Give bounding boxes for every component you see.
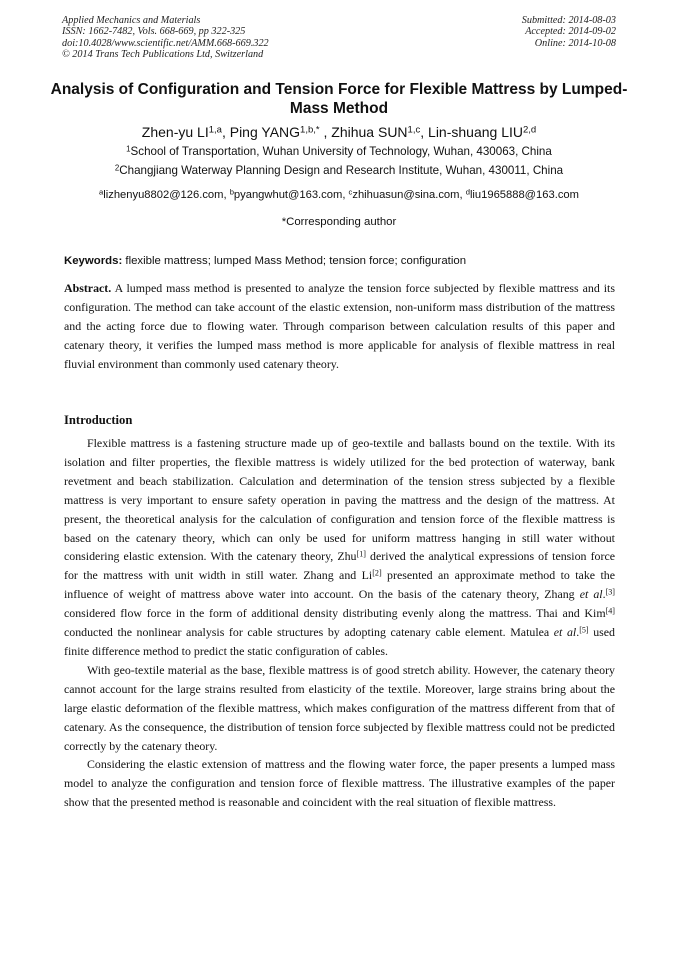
intro-paragraph-2: With geo-textile material as the base, flexible mattress is of good stretch ability. However, the catenary theory cannot account for the large strains resulted from elasticity of the textile. Moreover, large strains bring about the large elastic deformation of the flexible mattress, which makes configuration of the mattress different from that of catenary. As the consequence, the distribution of tension force subjected by flexible mattress could not be predicted correctly by the catenary theory.: [64, 662, 615, 753]
publication-info: [62, 15, 269, 61]
email-address[interactable]: pyangwhut@163.com: [233, 189, 343, 201]
affiliation-text: School of Transportation, Wuhan University of Technology, Wuhan, 430063, China: [130, 145, 552, 158]
introduction-body: [64, 434, 615, 812]
paragraph-text: .: [602, 587, 606, 602]
issn-line: ISSN: 1662-7482, Vols. 668-669, pp 322-325: [62, 26, 246, 38]
intro-paragraph-1: [64, 434, 615, 661]
affiliation-mark: 2: [114, 163, 120, 173]
accepted-date: Accepted: 2014-09-02: [525, 26, 616, 38]
submitted-date: Submitted: 2014-08-03: [521, 15, 616, 26]
paragraph-text: .: [576, 625, 580, 640]
keywords-text: flexible mattress; lumped Mass Method; tension force; configuration: [125, 255, 467, 267]
paragraph-text: Flexible mattress is a fastening structure made up of geo-textile and ballasts bound on the textile. With its isolation and filter properties, the flexible mattress is widely utilized for the bed protection of waterway, bank revetment and beach stabilization. Calculation and determination of the tension stress subjected by a flexible mattress is very important to ensure safety operation in paving the mattress and the design of the mattress. At present, the theoretical analysis for the calculation of configuration and tension force of the flexible mattress is based on the catenary theory, which can only be used for uniform mattress hanging in still water without considering elastic extension. With the catenary theory, Zhu: [64, 436, 615, 564]
email-address[interactable]: liu1965888@163.com: [469, 189, 579, 201]
email-address[interactable]: zhihuasun@sina.com: [352, 189, 460, 201]
section-heading-introduction: Introduction: [64, 413, 133, 427]
paper-title: Analysis of Configuration and Tension Force for Flexible Mattress by Lumped-Mass Method: [50, 81, 628, 117]
author-affiliation-mark: 1,c: [407, 124, 421, 136]
author-name: Lin-shuang LIU: [428, 124, 523, 140]
et-al: et al: [579, 587, 603, 602]
affiliation-mark: 1: [126, 144, 131, 154]
email-mark: d: [465, 187, 470, 197]
keywords: [64, 254, 616, 268]
journal-name: Applied Mechanics and Materials: [62, 15, 201, 26]
abstract-text: A lumped mass method is presented to analyze the tension force subjected by flexible mattress and its configuration. The method can take account of the elastic extension, non-uniform mass distribution of the mattress and the acting force due to flowing water. Through comparison between calculation results of this paper and catenary theory, it verifies the lumped mass method is more applicable for analysis of flexible mattress in real fluvial environment than commonly used catenary theory.: [64, 281, 615, 371]
author-name: Zhihua SUN: [331, 124, 408, 140]
author-affiliation-mark: 1,b,*: [300, 124, 320, 136]
citation-4[interactable]: [4]: [605, 606, 615, 616]
corresponding-author-note: *Corresponding author: [281, 216, 397, 228]
paragraph-text: conducted the nonlinear analysis for cable structures by adopting catenary cable element. Matulea: [64, 625, 554, 640]
author-name: Ping YANG: [229, 124, 301, 140]
abstract: [64, 279, 615, 374]
keywords-label: Keywords:: [64, 255, 123, 267]
paragraph-text: presented an approximate method to take the influence of weight of mattress above water into account. On the basis of the catenary theory, Zhang: [64, 568, 615, 602]
online-date: Online: 2014-10-08: [534, 37, 616, 49]
abstract-label: Abstract.: [64, 281, 112, 295]
affiliation-text: Changjiang Waterway Planning Design and Research Institute, Wuhan, 430011, China: [119, 164, 564, 177]
paragraph-text: derived the analytical expressions of tension force for the mattress with unit width in still water. Zhang and Li: [64, 549, 615, 583]
affiliation-1: [20, 145, 658, 159]
author-affiliation-mark: 2,d: [522, 124, 537, 136]
affiliation-2: [20, 164, 658, 178]
citation-5[interactable]: [5]: [579, 625, 589, 635]
email-address[interactable]: lizhenyu8802@126.com: [103, 189, 224, 201]
et-al: et al: [553, 625, 577, 640]
doi-line: doi:10.4028/www.scientific.net/AMM.668-669.322: [62, 37, 269, 49]
email-mark: a: [99, 187, 104, 197]
author-affiliation-mark: 1,a: [208, 124, 222, 136]
copyright-line: © 2014 Trans Tech Publications Ltd, Switzerland: [62, 49, 264, 61]
citation-3[interactable]: [3]: [605, 587, 615, 597]
paragraph-text: considered flow force in the form of additional density distributing evenly along the mattress. Thai and Kim: [64, 606, 606, 621]
paragraph-text: used finite difference method to predict the static configuration of cables.: [64, 625, 615, 658]
citation-2[interactable]: [2]: [372, 568, 382, 578]
citation-1[interactable]: [1]: [356, 549, 366, 559]
author-name: Zhen-yu LI: [141, 124, 209, 140]
author-list: Zhen-yu LI$^{1,a}$, Ping $YANG^{1,b,*}$ , Zhihua SUN$^{1,c}$, Lin-shuang LIU$^{2,d}$: [141, 124, 537, 140]
email-mark: b: [229, 187, 234, 197]
email-mark: c: [348, 187, 353, 197]
author-emails: $^a$lizhenyu8802@126.com, $^b$pyangwhut@163.com, $^c$zhihuasun@sina.com, $^d$liu1965888@163.com: [99, 187, 579, 201]
intro-paragraph-3: Considering the elastic extension of mattress and the flowing water force, the paper presents a lumped mass model to analyze the configuration and tension force of flexible mattress. The illustrative examples of the paper show that the presented method is reasonable and coincident with the real situation of flexible mattress.: [64, 757, 615, 810]
publication-dates: [522, 15, 616, 49]
